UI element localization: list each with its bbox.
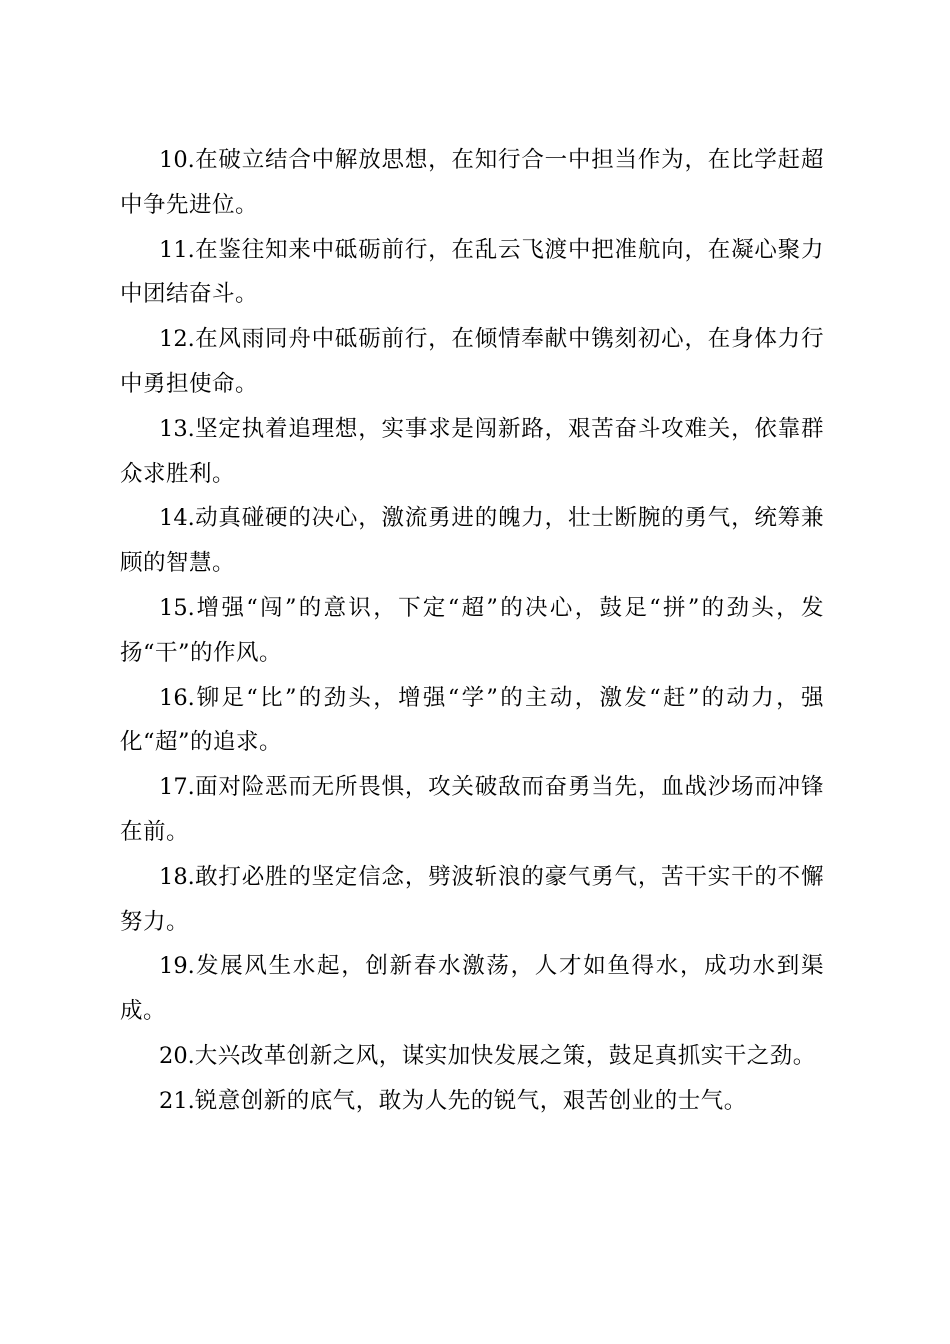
item-text: 在风雨同舟中砥砺前行，在倾情奉献中镌刻初心，在身体力行中勇担使命。: [120, 326, 824, 397]
item-number: 16.: [159, 684, 195, 711]
list-item: [120, 944, 824, 1034]
item-text: 锐意创新的底气，敢为人先的锐气，艰苦创业的士气。: [194, 1087, 747, 1114]
item-text: 增强“闯”的意识，下定“超”的决心，鼓足“拼”的劲头，发扬“干”的作风。: [120, 594, 824, 666]
item-number: 13.: [159, 415, 195, 442]
list-item: [120, 676, 824, 766]
item-number: 19.: [159, 953, 195, 980]
item-text: 面对险恶而无所畏惧，攻关破敌而奋勇当先，血战沙场而冲锋在前。: [120, 774, 824, 845]
item-number: 11.: [159, 236, 195, 263]
document-page: [120, 138, 824, 1124]
item-text: 动真碰硬的决心，激流勇进的魄力，壮士断腕的勇气，统筹兼顾的智慧。: [120, 505, 824, 577]
list-item: [120, 317, 824, 407]
item-text: 发展风生水起，创新春水激荡，人才如鱼得水，成功水到渠成。: [120, 953, 824, 1025]
item-number: 10.: [159, 147, 195, 173]
item-text: 在破立结合中解放思想，在知行合一中担当作为，在比学赶超中争先进位。: [120, 147, 824, 218]
item-text: 在鉴往知来中砥砺前行，在乱云飞渡中把准航向，在凝心聚力中团结奋斗。: [120, 236, 824, 308]
item-number: 14.: [159, 505, 195, 532]
item-number: 21.: [159, 1087, 195, 1114]
list-item: [120, 586, 824, 676]
list-item: [120, 855, 824, 945]
list-item: [120, 138, 824, 228]
list-item: [120, 228, 824, 318]
item-number: 12.: [159, 326, 195, 353]
item-number: 20.: [159, 1042, 195, 1069]
list-item: [120, 407, 824, 497]
item-text: 敢打必胜的坚定信念，劈波斩浪的豪气勇气，苦干实干的不懈努力。: [120, 863, 824, 935]
list-item: [120, 765, 824, 855]
item-number: 15.: [159, 594, 195, 621]
list-item: [120, 1034, 824, 1079]
item-text: 坚定执着追理想，实事求是闯新路，艰苦奋斗攻难关，依靠群众求胜利。: [120, 415, 824, 487]
list-item: [120, 1079, 824, 1124]
item-number: 18.: [159, 863, 195, 890]
item-text: 铆足“比”的劲头，增强“学”的主动，激发“赶”的动力，强化“超”的追求。: [120, 684, 824, 756]
list-item: [120, 496, 824, 586]
item-number: 17.: [159, 774, 195, 801]
item-text: 大兴改革创新之风，谋实加快发展之策，鼓足真抓实干之劲。: [194, 1042, 816, 1069]
